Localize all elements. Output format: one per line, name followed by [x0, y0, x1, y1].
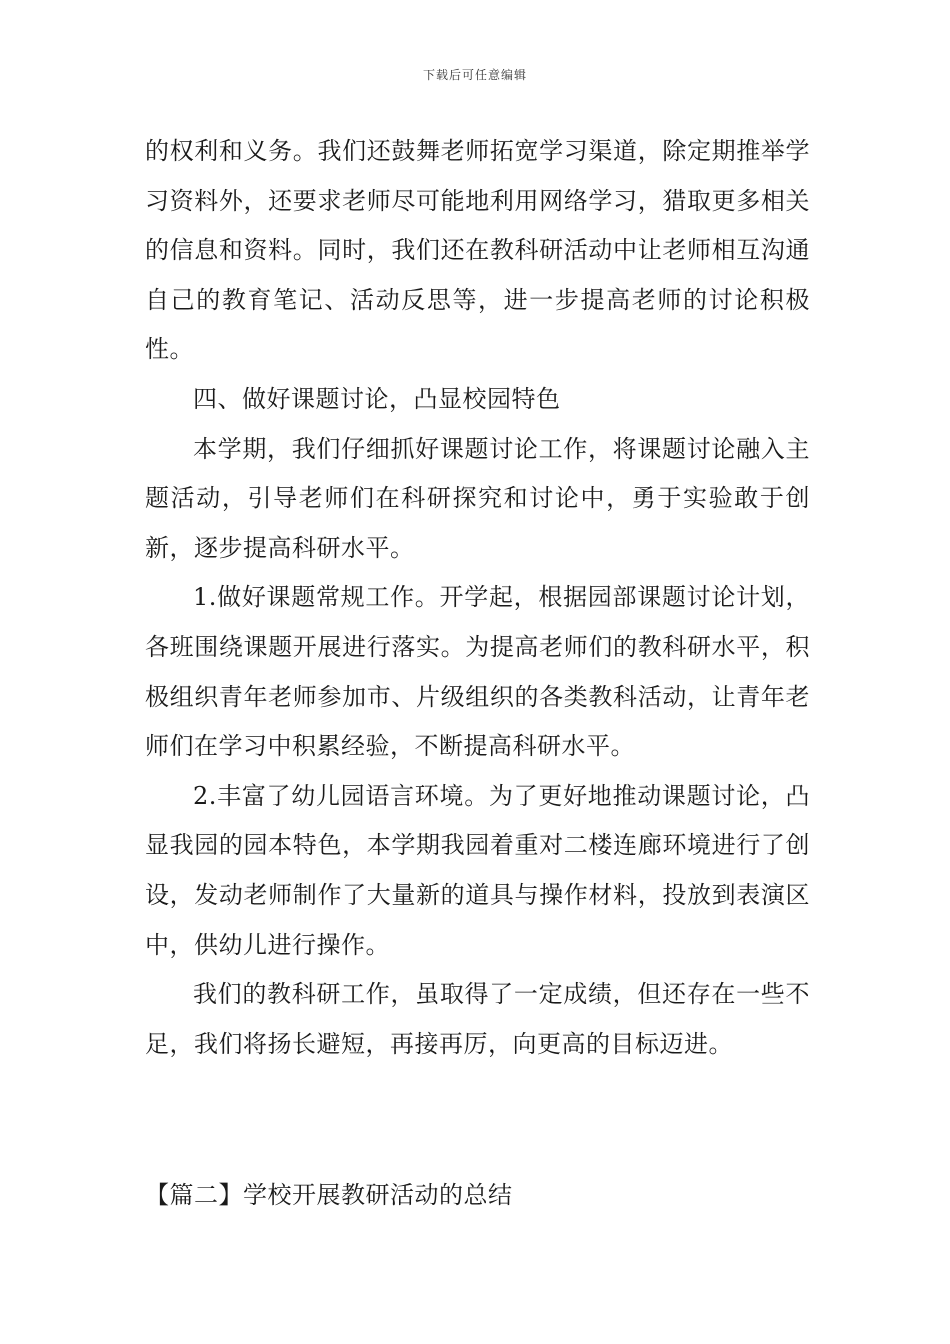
paragraph-research-intro: 本学期，我们仔细抓好课题讨论工作，将课题讨论融入主题活动，引导老师们在科研探究和讨论中，勇于实验敢于创新，逐步提高科研水平。: [145, 434, 810, 562]
paragraph-item-1: 1.做好课题常规工作。开学起，根据园部课题讨论计划，各班围绕课题开展进行落实。为提高老师们的教科研水平，积极组织青年老师参加市、片级组织的各类教科活动，让青年老师们在学习中积累经验，不断提高科研水平。: [145, 583, 810, 761]
document-body: [145, 127, 810, 1069]
paragraph-conclusion: 我们的教科研工作，虽取得了一定成绩，但还存在一些不足，我们将扬长避短，再接再厉，向更高的目标迈进。: [145, 980, 810, 1058]
page-header-note: 下载后可任意编辑: [422, 68, 527, 82]
paragraph-continuation: 的权利和义务。我们还鼓舞老师拓宽学习渠道，除定期推举学习资料外，还要求老师尽可能地利用网络学习，猎取更多相关的信息和资料。同时，我们还在教科研活动中让老师相互沟通自己的教育笔记、活动反思等，进一步提高老师的讨论积极性。: [145, 137, 810, 364]
section-heading-four: 四、做好课题讨论，凸显校园特色: [193, 384, 561, 413]
section-title-part-two: 【篇二】学校开展教研活动的总结: [145, 1181, 513, 1209]
paragraph-item-2: 2.丰富了幼儿园语言环境。为了更好地推动课题讨论，凸显我园的园本特色，本学期我园着重对二楼连廊环境进行了创设，发动老师制作了大量新的道具与操作材料，投放到表演区中，供幼儿进行操作。: [145, 781, 810, 959]
